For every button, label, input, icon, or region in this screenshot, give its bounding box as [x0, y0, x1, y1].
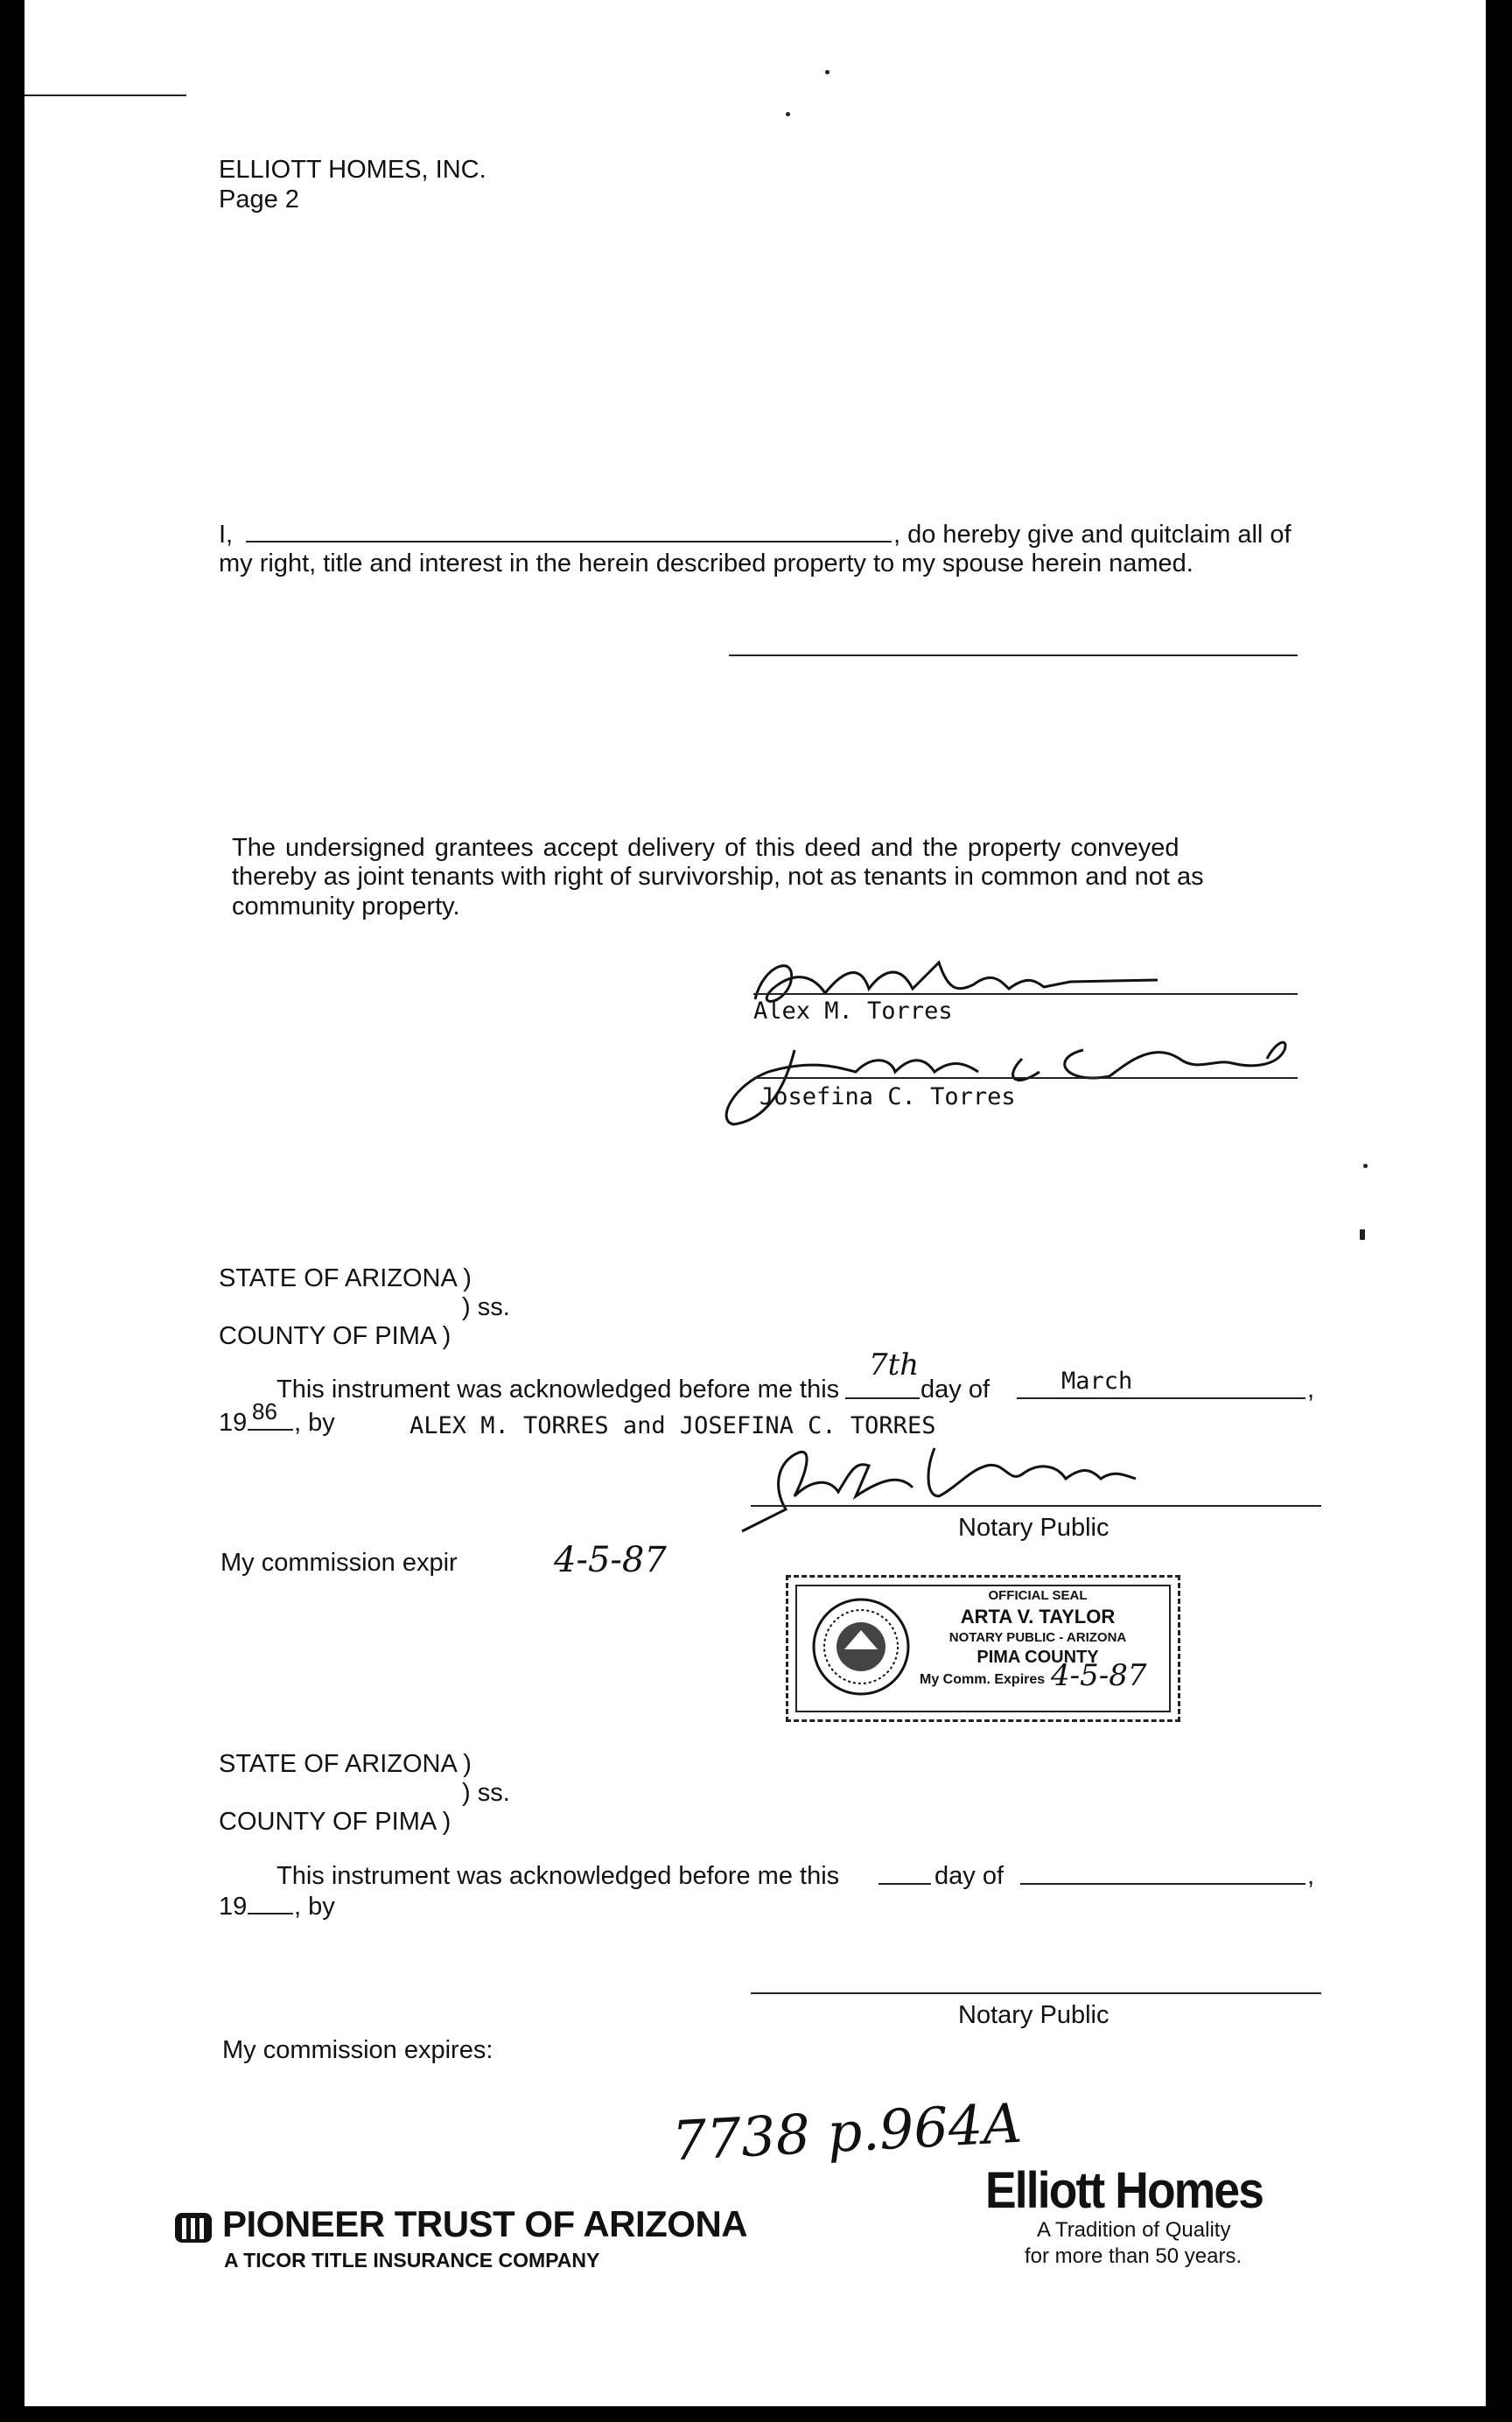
seal-expires-value: 4-5-87: [1051, 1658, 1147, 1693]
scan-speck: [1363, 1164, 1368, 1168]
state-label-2: STATE OF ARIZONA ): [219, 1750, 472, 1778]
commission-label-1: My commission expir: [220, 1549, 458, 1577]
commission-value-1: 4-5-87: [554, 1540, 667, 1580]
ack-by-1: , by: [294, 1409, 335, 1437]
ack-day-line-2[interactable]: [878, 1883, 931, 1885]
deed-page: [24, 0, 1486, 2406]
notary-public-label-1: Notary Public: [958, 1514, 1110, 1542]
ack-day-value-1: 7th: [869, 1348, 920, 1382]
quitclaim-line1: , do hereby give and quitclaim all of: [893, 521, 1292, 549]
notary-signature-line-1: [751, 1505, 1321, 1507]
grantee1-name: Alex M. Torres: [753, 998, 953, 1025]
scan-speck: [786, 112, 790, 116]
page-number: Page 2: [219, 186, 299, 214]
elliott-tagline-2: for more than 50 years.: [1025, 2244, 1242, 2268]
ack-by-2: , by: [294, 1893, 335, 1921]
notary-public-label-2: Notary Public: [958, 2001, 1110, 2029]
ack-month-line-2[interactable]: [1020, 1883, 1306, 1885]
ack-comma-2: ,: [1307, 1862, 1315, 1890]
ack-month-line-1: [1017, 1397, 1306, 1399]
pioneer-trust-title: PIONEER TRUST OF ARIZONA: [222, 2203, 748, 2244]
ack-prefix-2: This instrument was acknowledged before me this: [276, 1862, 840, 1890]
commission-label-2: My commission expires:: [222, 2036, 494, 2064]
ack-month-1: March: [1061, 1368, 1133, 1395]
state-label-1: STATE OF ARIZONA ): [219, 1264, 472, 1292]
state-seal-emblem-icon: [809, 1595, 913, 1698]
elliott-tagline-1: A Tradition of Quality: [1037, 2218, 1231, 2242]
ack-year-line-2[interactable]: [248, 1913, 293, 1914]
ack-parties-1: ALEX M. TORRES and JOSEFINA C. TORRES: [410, 1412, 936, 1439]
scan-mark: [24, 94, 186, 96]
elliott-homes-logo: Elliott Homes: [985, 2162, 1264, 2219]
grantor-signature-line[interactable]: [729, 654, 1298, 656]
ack-year-prefix-2: 19: [219, 1893, 248, 1921]
scan-speck: [825, 70, 830, 74]
ss-label-2: ) ss.: [462, 1779, 510, 1807]
ack-year-prefix-1: 19: [219, 1409, 248, 1437]
county-label-2: COUNTY OF PIMA ): [219, 1808, 452, 1836]
ack-day-of-1: day of: [920, 1376, 990, 1404]
acceptance-line2: thereby as joint tenants with right of survivorship, not as tenants in common and not as: [232, 863, 1204, 891]
company-header: ELLIOTT HOMES, INC.: [219, 156, 486, 184]
seal-line3: NOTARY PUBLIC - ARIZONA: [948, 1630, 1127, 1645]
pioneer-trust-subtitle: A TICOR TITLE INSURANCE COMPANY: [224, 2249, 600, 2272]
ack-year-line-1: [248, 1429, 293, 1431]
recording-reference: 7738 p.964A: [670, 2090, 1024, 2174]
quitclaim-prefix: I,: [219, 521, 234, 549]
county-label-1: COUNTY OF PIMA ): [219, 1322, 452, 1350]
scan-speck: [1360, 1229, 1365, 1240]
ack-comma-1: ,: [1307, 1376, 1315, 1404]
notary-signature-line-2[interactable]: [751, 1992, 1321, 1994]
seal-line5: My Comm. Expires: [920, 1672, 1046, 1687]
grantee2-signature-line: [753, 1077, 1298, 1079]
grantee1-signature-line: [753, 993, 1298, 995]
quitclaim-line2: my right, title and interest in the herein described property to my spouse herein named.: [219, 550, 1194, 578]
ack-prefix-1: This instrument was acknowledged before me this: [276, 1376, 840, 1404]
acceptance-line3: community property.: [232, 892, 460, 920]
ack-day-of-2: day of: [934, 1862, 1004, 1890]
grantor-name-line: [246, 541, 892, 542]
seal-line1: OFFICIAL SEAL: [988, 1588, 1088, 1603]
official-notary-seal: [786, 1575, 1180, 1722]
seal-line2: ARTA V. TAYLOR: [960, 1606, 1116, 1628]
josefina-torres-signature: [716, 1024, 1311, 1138]
grantee2-name: Josefina C. Torres: [760, 1083, 1016, 1110]
seal-line4: PIMA COUNTY: [976, 1648, 1099, 1667]
ack-day-line-1: [845, 1397, 920, 1399]
ss-label-1: ) ss.: [462, 1293, 510, 1321]
acceptance-line1: The undersigned grantees accept delivery of this deed and the property conveyed: [232, 834, 1180, 862]
ack-year-value-1: 86: [252, 1398, 277, 1424]
pioneer-trust-logo-icon: [173, 2209, 214, 2246]
